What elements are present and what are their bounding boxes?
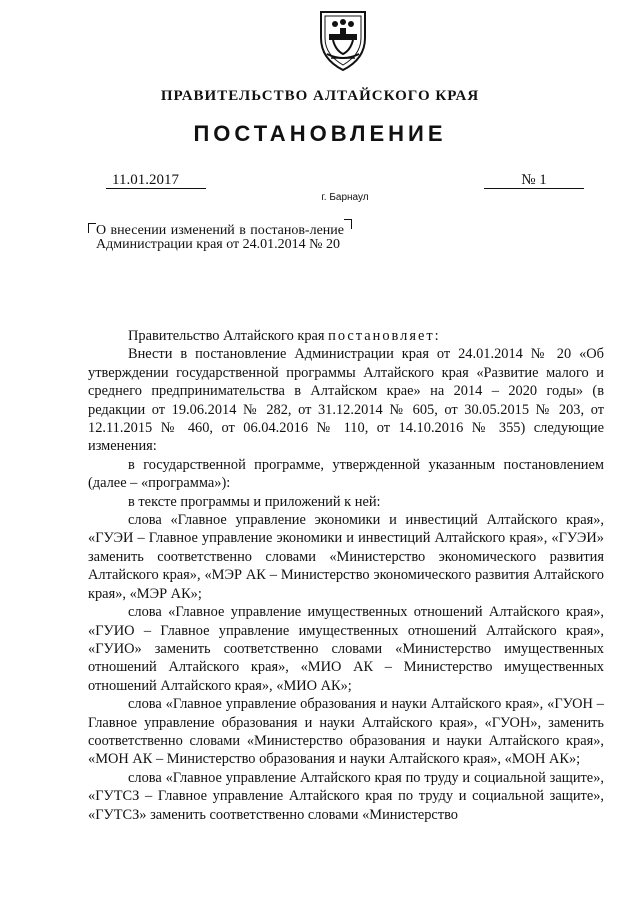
- subject-bracket-top-right: [344, 219, 352, 229]
- body-paragraph: в тексте программы и приложений к ней:: [128, 493, 381, 510]
- document-city: г. Барнаул: [321, 192, 369, 203]
- document-body: [88, 327, 604, 824]
- body-paragraph: слова «Главное управление образования и науки Алтайского края», «ГУОН – Главное управление образования и науки Алтайского края», «ГУОН», заменить соответственно словами «Министерство образования и науки Алтайского края», «МОН АК – Министерство образования и науки Алтайского края», «МОН АК»;: [88, 696, 604, 768]
- document-subject: О внесении изменений в постанов-ление Администрации края от 24.01.2014 № 20: [96, 223, 344, 252]
- body-paragraph: слова «Главное управление имущественных отношений Алтайского края», «ГУИО – Главное управление имущественных отношений Алтайского края», «ГУИО» заменить соответственно словами «Министерство имущественных отношений Алтайского края», «МИО АК – Министерство имущественных отношений Алтайского края», «МИО АК»;: [88, 604, 604, 694]
- document-date: 11.01.2017: [106, 172, 206, 189]
- body-paragraph: слова «Главное управление экономики и инвестиций Алтайского края», «ГУЭИ – Главное управление экономики и инвестиций Алтайского края», «ГУЭИ» заменить соответственно словами «Министерство экономического развития Алтайского края», «МЭР АК – Министерство экономического развития Алтайского края», «МЭР АК»;: [88, 512, 604, 602]
- document-type-title: ПОСТАНОВЛЕНИЕ: [193, 121, 447, 146]
- intro-paragraph: [88, 327, 604, 345]
- body-paragraph: в государственной программе, утвержденной указанным постановлением (далее – «программа»):: [88, 456, 604, 492]
- intro-keyword: постановляет: [328, 328, 435, 344]
- intro-end: :: [434, 328, 439, 344]
- body-paragraph: слова «Главное управление Алтайского края по труду и социальной защите», «ГУТСЗ – Главное управление Алтайского края по труду и социальной защите», «ГУТСЗ» заменить соответственно словами «Министерство: [88, 769, 604, 823]
- organization-title: ПРАВИТЕЛЬСТВО АЛТАЙСКОГО КРАЯ: [160, 88, 480, 104]
- intro-start: Правительство Алтайского края: [128, 328, 329, 344]
- subject-bracket-top-left: [88, 223, 96, 233]
- coat-of-arms-icon: [313, 8, 373, 72]
- body-paragraph: Внести в постановление Администрации края от 24.01.2014 № 20 «Об утверждении государственной программы Алтайского края «Развитие малого и среднего предпринимательства в Алтайском крае» на 2014 – 2020 годы» (в редакции от 19.06.2014 № 282, от 31.12.2014 № 605, от 30.05.2015 № 203, от 12.11.2015 № 460, от 06.04.2016 № 110, от 14.10.2016 № 355) следующие изменения:: [88, 346, 604, 455]
- document-number: № 1: [484, 172, 584, 189]
